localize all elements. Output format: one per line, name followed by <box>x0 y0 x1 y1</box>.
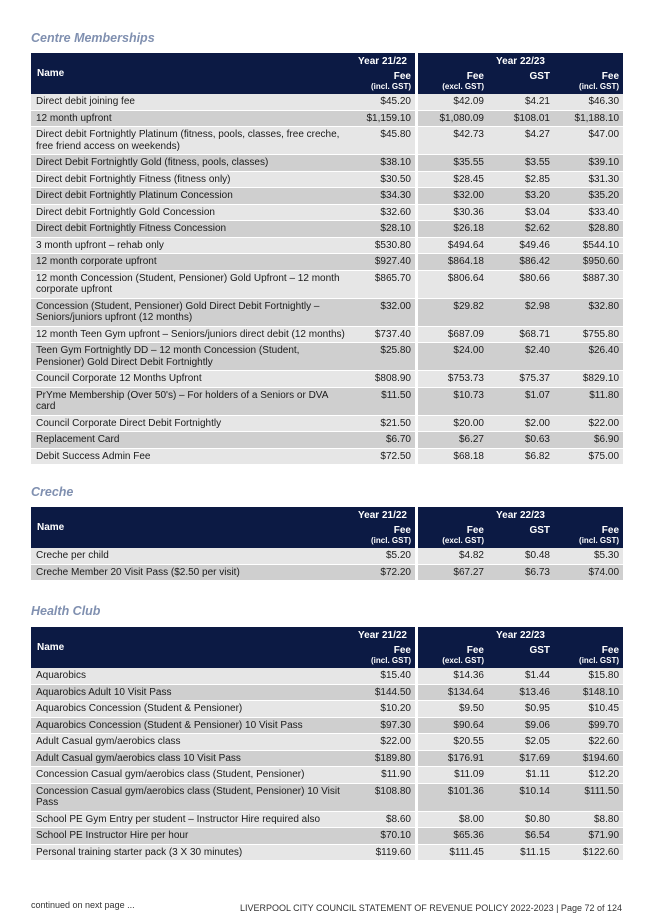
cell-fee-incl-prev: $8.60 <box>350 812 418 829</box>
cell-fee-excl: $6.27 <box>418 432 488 449</box>
column-header-fee-incl: Fee (incl. GST) <box>554 643 623 668</box>
cell-fee-excl: $753.73 <box>418 371 488 388</box>
cell-fee-incl-prev: $108.80 <box>350 784 418 812</box>
table-row <box>31 767 623 784</box>
cell-fee-incl-prev: $32.00 <box>350 299 418 327</box>
cell-gst: $2.85 <box>488 172 554 189</box>
cell-item-name: Adult Casual gym/aerobics class <box>31 734 350 751</box>
cell-fee-excl: $134.64 <box>418 685 488 702</box>
cell-fee-incl: $5.30 <box>554 548 623 565</box>
cell-fee-incl: $15.80 <box>554 668 623 685</box>
table-row <box>31 221 623 238</box>
cell-fee-excl: $10.73 <box>418 388 488 416</box>
cell-gst: $13.46 <box>488 685 554 702</box>
cell-gst: $0.95 <box>488 701 554 718</box>
cell-gst: $3.55 <box>488 155 554 172</box>
cell-gst: $0.48 <box>488 548 554 565</box>
table-row <box>31 188 623 205</box>
column-header-fee-incl-prev: Fee (incl. GST) <box>350 69 418 94</box>
cell-fee-excl: $30.36 <box>418 205 488 222</box>
cell-fee-incl-prev: $28.10 <box>350 221 418 238</box>
cell-gst: $3.20 <box>488 188 554 205</box>
cell-fee-excl: $864.18 <box>418 254 488 271</box>
cell-fee-excl: $8.00 <box>418 812 488 829</box>
cell-fee-incl: $74.00 <box>554 565 623 582</box>
table-row <box>31 127 623 155</box>
cell-gst: $9.06 <box>488 718 554 735</box>
table-row <box>31 751 623 768</box>
column-header-gst: GST <box>488 523 554 548</box>
cell-item-name: Teen Gym Fortnightly DD – 12 month Concession (Student, Pensioner) Gold Direct Debit Fortnightly <box>31 343 350 371</box>
cell-item-name: Aquarobics Adult 10 Visit Pass <box>31 685 350 702</box>
table-row <box>31 172 623 189</box>
section-title-health-club: Health Club <box>31 604 101 618</box>
cell-item-name: School PE Instructor Hire per hour <box>31 828 350 845</box>
table-row <box>31 299 623 327</box>
cell-fee-excl: $67.27 <box>418 565 488 582</box>
cell-gst: $49.46 <box>488 238 554 255</box>
cell-fee-incl: $544.10 <box>554 238 623 255</box>
cell-fee-excl: $20.55 <box>418 734 488 751</box>
cell-gst: $0.80 <box>488 812 554 829</box>
table-row <box>31 734 623 751</box>
cell-fee-incl: $12.20 <box>554 767 623 784</box>
section-title-creche: Creche <box>31 485 74 499</box>
table-row <box>31 668 623 685</box>
column-header-fee-incl: Fee (incl. GST) <box>554 69 623 94</box>
column-header-year-prev: Year 21/22 <box>350 627 418 643</box>
table-row <box>31 205 623 222</box>
cell-fee-incl-prev: $25.80 <box>350 343 418 371</box>
cell-fee-excl: $9.50 <box>418 701 488 718</box>
cell-item-name: School PE Gym Entry per student – Instructor Hire required also <box>31 812 350 829</box>
column-header-gst: GST <box>488 69 554 94</box>
cell-fee-excl: $4.82 <box>418 548 488 565</box>
cell-fee-excl: $806.64 <box>418 271 488 299</box>
cell-fee-excl: $20.00 <box>418 416 488 433</box>
cell-fee-incl-prev: $808.90 <box>350 371 418 388</box>
cell-fee-incl: $22.00 <box>554 416 623 433</box>
cell-fee-incl-prev: $21.50 <box>350 416 418 433</box>
cell-fee-excl: $111.45 <box>418 845 488 862</box>
cell-gst: $86.42 <box>488 254 554 271</box>
cell-fee-incl-prev: $45.80 <box>350 127 418 155</box>
table-row <box>31 388 623 416</box>
table-row <box>31 449 623 466</box>
cell-item-name: 12 month Teen Gym upfront – Seniors/juniors direct debit (12 months) <box>31 327 350 344</box>
column-header-year-prev: Year 21/22 <box>350 53 418 69</box>
column-header-fee-excl: Fee (excl. GST) <box>418 69 488 94</box>
cell-gst: $68.71 <box>488 327 554 344</box>
cell-fee-incl-prev: $72.50 <box>350 449 418 466</box>
table-row <box>31 812 623 829</box>
cell-fee-incl: $75.00 <box>554 449 623 466</box>
cell-fee-incl: $33.40 <box>554 205 623 222</box>
table-row <box>31 718 623 735</box>
cell-item-name: 12 month upfront <box>31 111 350 128</box>
cell-gst: $4.27 <box>488 127 554 155</box>
page-footer: LIVERPOOL CITY COUNCIL STATEMENT OF REVENUE POLICY 2022-2023 | Page 72 of 124 <box>240 903 622 913</box>
cell-fee-excl: $176.91 <box>418 751 488 768</box>
cell-item-name: Direct debit Fortnightly Fitness (fitness only) <box>31 172 350 189</box>
cell-fee-incl-prev: $22.00 <box>350 734 418 751</box>
cell-fee-incl: $71.90 <box>554 828 623 845</box>
cell-item-name: Aquarobics <box>31 668 350 685</box>
cell-fee-excl: $101.36 <box>418 784 488 812</box>
cell-gst: $0.63 <box>488 432 554 449</box>
cell-fee-incl: $950.60 <box>554 254 623 271</box>
column-header-gst: GST <box>488 643 554 668</box>
cell-gst: $108.01 <box>488 111 554 128</box>
column-header-year-curr: Year 22/23 <box>418 627 623 643</box>
cell-fee-incl-prev: $1,159.10 <box>350 111 418 128</box>
cell-fee-excl: $32.00 <box>418 188 488 205</box>
cell-fee-incl: $111.50 <box>554 784 623 812</box>
cell-fee-incl-prev: $45.20 <box>350 94 418 111</box>
cell-fee-incl-prev: $72.20 <box>350 565 418 582</box>
creche-table <box>31 507 623 581</box>
column-header-fee-excl: Fee (excl. GST) <box>418 643 488 668</box>
cell-item-name: Direct Debit Fortnightly Gold (fitness, pools, classes) <box>31 155 350 172</box>
table-row <box>31 271 623 299</box>
table-row <box>31 155 623 172</box>
cell-fee-incl-prev: $865.70 <box>350 271 418 299</box>
cell-item-name: PrYme Membership (Over 50's) – For holders of a Seniors or DVA card <box>31 388 350 416</box>
cell-fee-excl: $14.36 <box>418 668 488 685</box>
cell-fee-incl-prev: $144.50 <box>350 685 418 702</box>
cell-item-name: Direct debit Fortnightly Fitness Concession <box>31 221 350 238</box>
cell-fee-incl-prev: $189.80 <box>350 751 418 768</box>
cell-item-name: Direct debit Fortnightly Gold Concession <box>31 205 350 222</box>
cell-gst: $11.15 <box>488 845 554 862</box>
cell-item-name: 12 month Concession (Student, Pensioner) Gold Upfront – 12 month corporate upfront <box>31 271 350 299</box>
cell-gst: $1.07 <box>488 388 554 416</box>
cell-gst: $2.00 <box>488 416 554 433</box>
cell-fee-incl: $32.80 <box>554 299 623 327</box>
cell-fee-incl-prev: $97.30 <box>350 718 418 735</box>
cell-gst: $2.05 <box>488 734 554 751</box>
column-header-year-prev: Year 21/22 <box>350 507 418 523</box>
table-row <box>31 828 623 845</box>
cell-fee-excl: $1,080.09 <box>418 111 488 128</box>
column-header-fee-incl-prev: Fee (incl. GST) <box>350 643 418 668</box>
cell-fee-incl: $11.80 <box>554 388 623 416</box>
column-header-fee-incl: Fee (incl. GST) <box>554 523 623 548</box>
cell-item-name: Concession Casual gym/aerobics class (Student, Pensioner) <box>31 767 350 784</box>
cell-fee-incl-prev: $70.10 <box>350 828 418 845</box>
cell-item-name: Creche per child <box>31 548 350 565</box>
cell-item-name: Council Corporate 12 Months Upfront <box>31 371 350 388</box>
table-row <box>31 343 623 371</box>
section-title-centre-memberships: Centre Memberships <box>31 31 155 45</box>
table-row <box>31 685 623 702</box>
table-row <box>31 701 623 718</box>
cell-fee-incl: $1,188.10 <box>554 111 623 128</box>
table-row <box>31 111 623 128</box>
cell-fee-incl: $39.10 <box>554 155 623 172</box>
cell-item-name: Council Corporate Direct Debit Fortnightly <box>31 416 350 433</box>
column-header-fee-incl-prev: Fee (incl. GST) <box>350 523 418 548</box>
column-header-name: Name <box>31 53 350 94</box>
column-header-fee-excl: Fee (excl. GST) <box>418 523 488 548</box>
cell-item-name: Replacement Card <box>31 432 350 449</box>
cell-item-name: Creche Member 20 Visit Pass ($2.50 per visit) <box>31 565 350 582</box>
cell-fee-incl-prev: $32.60 <box>350 205 418 222</box>
cell-fee-incl: $6.90 <box>554 432 623 449</box>
cell-gst: $6.73 <box>488 565 554 582</box>
cell-gst: $1.11 <box>488 767 554 784</box>
cell-gst: $6.82 <box>488 449 554 466</box>
cell-gst: $80.66 <box>488 271 554 299</box>
table-row <box>31 238 623 255</box>
table-row <box>31 565 623 582</box>
cell-fee-incl-prev: $119.60 <box>350 845 418 862</box>
cell-fee-excl: $494.64 <box>418 238 488 255</box>
cell-gst: $10.14 <box>488 784 554 812</box>
column-header-year-curr: Year 22/23 <box>418 507 623 523</box>
cell-gst: $2.40 <box>488 343 554 371</box>
cell-fee-incl: $10.45 <box>554 701 623 718</box>
cell-gst: $2.62 <box>488 221 554 238</box>
cell-fee-incl: $46.30 <box>554 94 623 111</box>
continued-note: continued on next page ... <box>31 900 135 910</box>
cell-gst: $4.21 <box>488 94 554 111</box>
cell-fee-incl: $31.30 <box>554 172 623 189</box>
cell-fee-excl: $24.00 <box>418 343 488 371</box>
cell-gst: $17.69 <box>488 751 554 768</box>
cell-item-name: Direct debit joining fee <box>31 94 350 111</box>
table-row <box>31 327 623 344</box>
cell-fee-incl-prev: $927.40 <box>350 254 418 271</box>
cell-fee-incl: $22.60 <box>554 734 623 751</box>
cell-item-name: Concession Casual gym/aerobics class (Student, Pensioner) 10 Visit Pass <box>31 784 350 812</box>
cell-fee-excl: $35.55 <box>418 155 488 172</box>
cell-fee-incl: $28.80 <box>554 221 623 238</box>
cell-fee-incl-prev: $10.20 <box>350 701 418 718</box>
cell-fee-excl: $26.18 <box>418 221 488 238</box>
cell-fee-excl: $687.09 <box>418 327 488 344</box>
cell-fee-incl: $829.10 <box>554 371 623 388</box>
cell-fee-excl: $42.73 <box>418 127 488 155</box>
cell-fee-incl-prev: $38.10 <box>350 155 418 172</box>
table-row <box>31 254 623 271</box>
cell-fee-incl: $47.00 <box>554 127 623 155</box>
cell-item-name: Aquarobics Concession (Student & Pensioner) <box>31 701 350 718</box>
table-row <box>31 371 623 388</box>
cell-item-name: Debit Success Admin Fee <box>31 449 350 466</box>
cell-fee-incl: $26.40 <box>554 343 623 371</box>
cell-fee-excl: $11.09 <box>418 767 488 784</box>
column-header-name: Name <box>31 627 350 668</box>
cell-fee-incl: $755.80 <box>554 327 623 344</box>
cell-fee-incl-prev: $11.50 <box>350 388 418 416</box>
cell-fee-excl: $90.64 <box>418 718 488 735</box>
cell-fee-incl: $194.60 <box>554 751 623 768</box>
cell-fee-incl-prev: $30.50 <box>350 172 418 189</box>
cell-fee-excl: $42.09 <box>418 94 488 111</box>
cell-fee-incl-prev: $15.40 <box>350 668 418 685</box>
table-row <box>31 845 623 862</box>
cell-gst: $3.04 <box>488 205 554 222</box>
cell-gst: $1.44 <box>488 668 554 685</box>
cell-fee-incl: $35.20 <box>554 188 623 205</box>
cell-item-name: 3 month upfront – rehab only <box>31 238 350 255</box>
cell-fee-incl-prev: $5.20 <box>350 548 418 565</box>
cell-fee-incl: $887.30 <box>554 271 623 299</box>
cell-fee-excl: $28.45 <box>418 172 488 189</box>
cell-fee-incl-prev: $11.90 <box>350 767 418 784</box>
column-header-name: Name <box>31 507 350 548</box>
cell-item-name: Personal training starter pack (3 X 30 minutes) <box>31 845 350 862</box>
cell-item-name: Direct debit Fortnightly Platinum Concession <box>31 188 350 205</box>
cell-fee-incl-prev: $6.70 <box>350 432 418 449</box>
table-row <box>31 432 623 449</box>
cell-fee-incl: $8.80 <box>554 812 623 829</box>
cell-fee-incl-prev: $530.80 <box>350 238 418 255</box>
cell-fee-incl: $122.60 <box>554 845 623 862</box>
cell-item-name: Concession (Student, Pensioner) Gold Direct Debit Fortnightly – Seniors/juniors upfront (12 months) <box>31 299 350 327</box>
cell-fee-incl: $99.70 <box>554 718 623 735</box>
centre-memberships-table <box>31 53 623 465</box>
cell-item-name: Adult Casual gym/aerobics class 10 Visit Pass <box>31 751 350 768</box>
cell-fee-incl-prev: $34.30 <box>350 188 418 205</box>
table-row <box>31 94 623 111</box>
cell-item-name: Aquarobics Concession (Student & Pensioner) 10 Visit Pass <box>31 718 350 735</box>
cell-item-name: 12 month corporate upfront <box>31 254 350 271</box>
column-header-year-curr: Year 22/23 <box>418 53 623 69</box>
table-row <box>31 416 623 433</box>
table-row <box>31 784 623 812</box>
cell-fee-excl: $65.36 <box>418 828 488 845</box>
cell-item-name: Direct debit Fortnightly Platinum (fitness, pools, classes, free creche, free friend access on weekends) <box>31 127 350 155</box>
table-row <box>31 548 623 565</box>
cell-gst: $2.98 <box>488 299 554 327</box>
cell-gst: $6.54 <box>488 828 554 845</box>
cell-fee-excl: $68.18 <box>418 449 488 466</box>
health-club-table <box>31 627 623 861</box>
cell-fee-incl-prev: $737.40 <box>350 327 418 344</box>
cell-fee-incl: $148.10 <box>554 685 623 702</box>
cell-gst: $75.37 <box>488 371 554 388</box>
cell-fee-excl: $29.82 <box>418 299 488 327</box>
